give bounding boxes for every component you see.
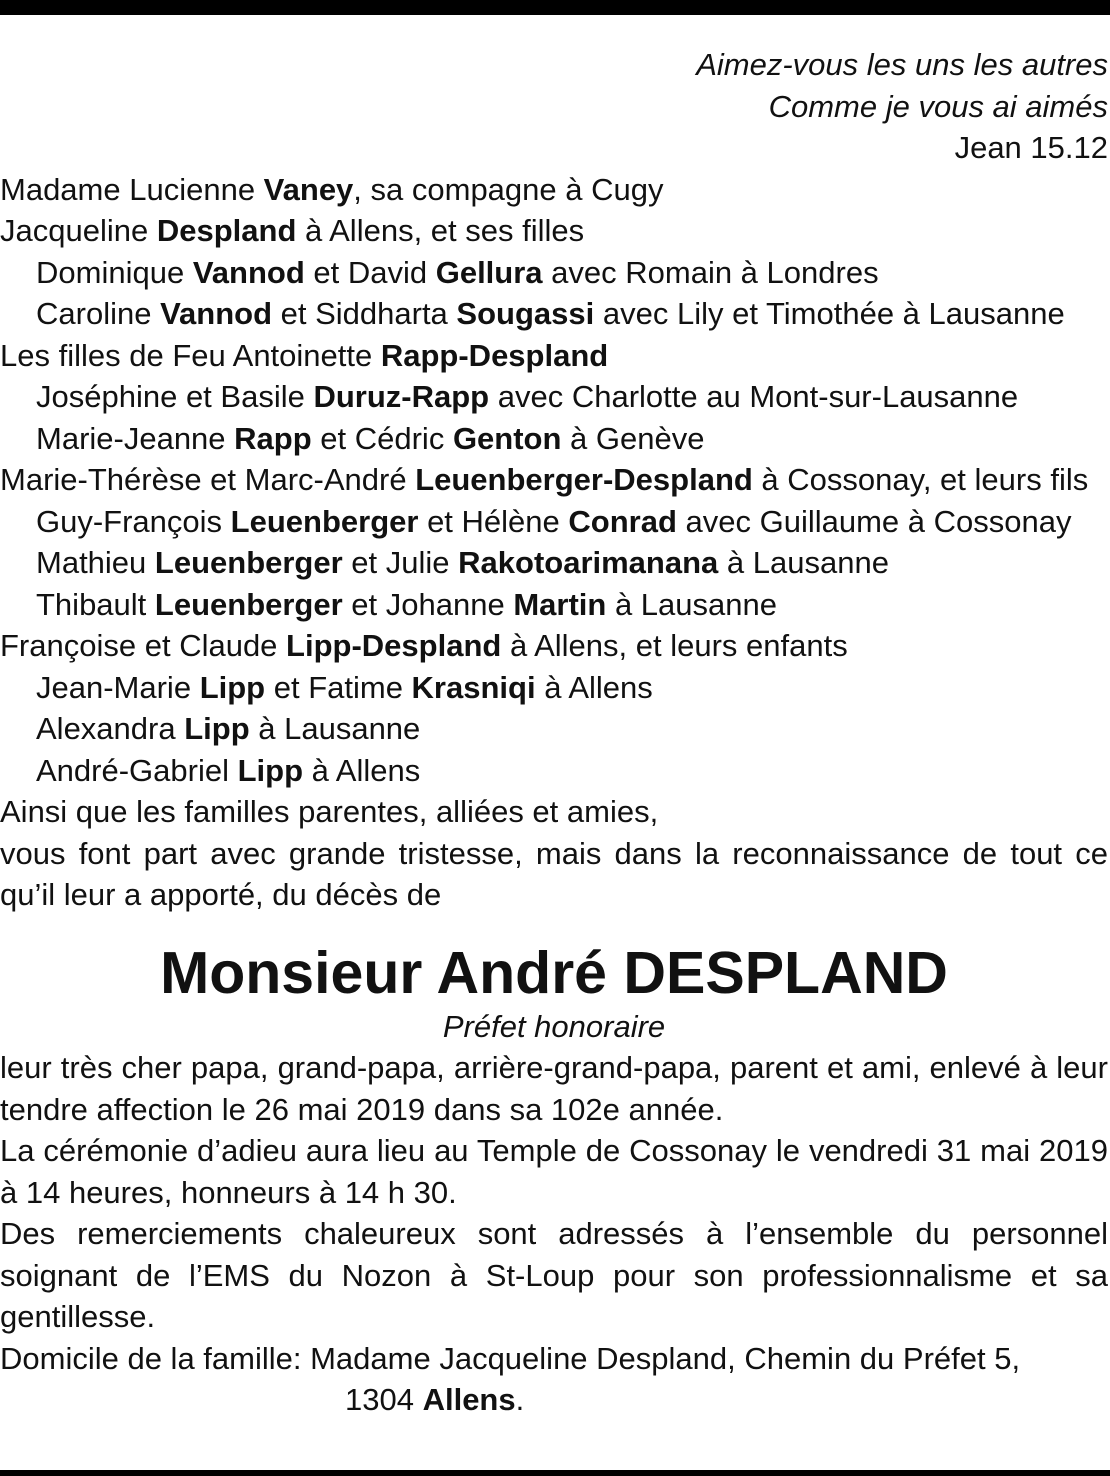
top-rule — [0, 0, 1110, 15]
family-line: Thibault Leuenberger et Johanne Martin à Lausanne — [36, 586, 777, 622]
family-line: Dominique Vannod et David Gellura avec Romain à Londres — [36, 254, 879, 290]
deceased-title: Préfet honoraire — [442, 1008, 666, 1044]
epigraph — [0, 44, 1108, 169]
family-line: André-Gabriel Lipp à Allens — [36, 752, 421, 788]
announcement: vous font part avec grande tristesse, mais dans la reconnaissance de tout ce qu’il leur a apporté, du décès de — [0, 835, 1108, 912]
epigraph-line: Comme je vous ai aimés — [768, 88, 1108, 124]
family-line: Jean-Marie Lipp et Fatime Krasniqi à Allens — [36, 669, 653, 705]
family-line: Marie-Thérèse et Marc-André Leuenberger-Despland à Cossonay, et leurs fils — [0, 462, 1089, 497]
epigraph-line: Aimez-vous les uns les autres — [696, 47, 1108, 82]
obituary-notice — [0, 44, 1108, 1421]
family-line: Jacqueline Despland à Allens, et ses filles — [0, 213, 585, 248]
deceased-name: Monsieur André DESPLAND — [160, 939, 948, 1006]
domicile — [0, 1338, 1108, 1421]
body-paragraph: leur très cher papa, grand-papa, arrière-grand-papa, parent et ami, enlevé à leur tendre affection le 26 mai 2019 dans sa 102e année. — [0, 1050, 1108, 1127]
family-line: Marie-Jeanne Rapp et Cédric Genton à Genève — [36, 420, 705, 456]
family-line: Caroline Vannod et Siddharta Sougassi avec Lily et Timothée à Lausanne — [36, 296, 1065, 331]
family-line: Ainsi que les familles parentes, alliées et amies, — [0, 794, 659, 829]
family-line: Mathieu Leuenberger et Julie Rakotoarimanana à Lausanne — [36, 545, 889, 580]
family-line: Alexandra Lipp à Lausanne — [36, 711, 421, 746]
family-line: Françoise et Claude Lipp-Despland à Allens, et leurs enfants — [0, 628, 848, 663]
epigraph-reference: Jean 15.12 — [954, 130, 1108, 165]
domicile-line: Domicile de la famille: Madame Jacqueline Despland, Chemin du Préfet 5, — [0, 1340, 1021, 1376]
body-paragraph: La cérémonie d’adieu aura lieu au Temple de Cossonay le vendredi 31 mai 2019 à 14 heures, honneurs à 14 h 30. — [0, 1133, 1108, 1210]
family-line: Guy-François Leuenberger et Hélène Conrad avec Guillaume à Cossonay — [36, 503, 1072, 539]
domicile-town-line: 1304 Allens. — [345, 1382, 525, 1417]
family-line: Les filles de Feu Antoinette Rapp-Despland — [0, 337, 609, 373]
body-paragraph: Des remerciements chaleureux sont adressés à l’ensemble du personnel soignant de l’EMS du Nozon à St-Loup pour son professionnalisme et sa gentillesse. — [0, 1216, 1108, 1334]
family-list — [0, 169, 1108, 833]
bottom-rule — [0, 1470, 1110, 1476]
family-line: Madame Lucienne Vaney, sa compagne à Cugy — [0, 171, 664, 207]
family-line: Joséphine et Basile Duruz-Rapp avec Charlotte au Mont-sur-Lausanne — [36, 379, 1019, 414]
